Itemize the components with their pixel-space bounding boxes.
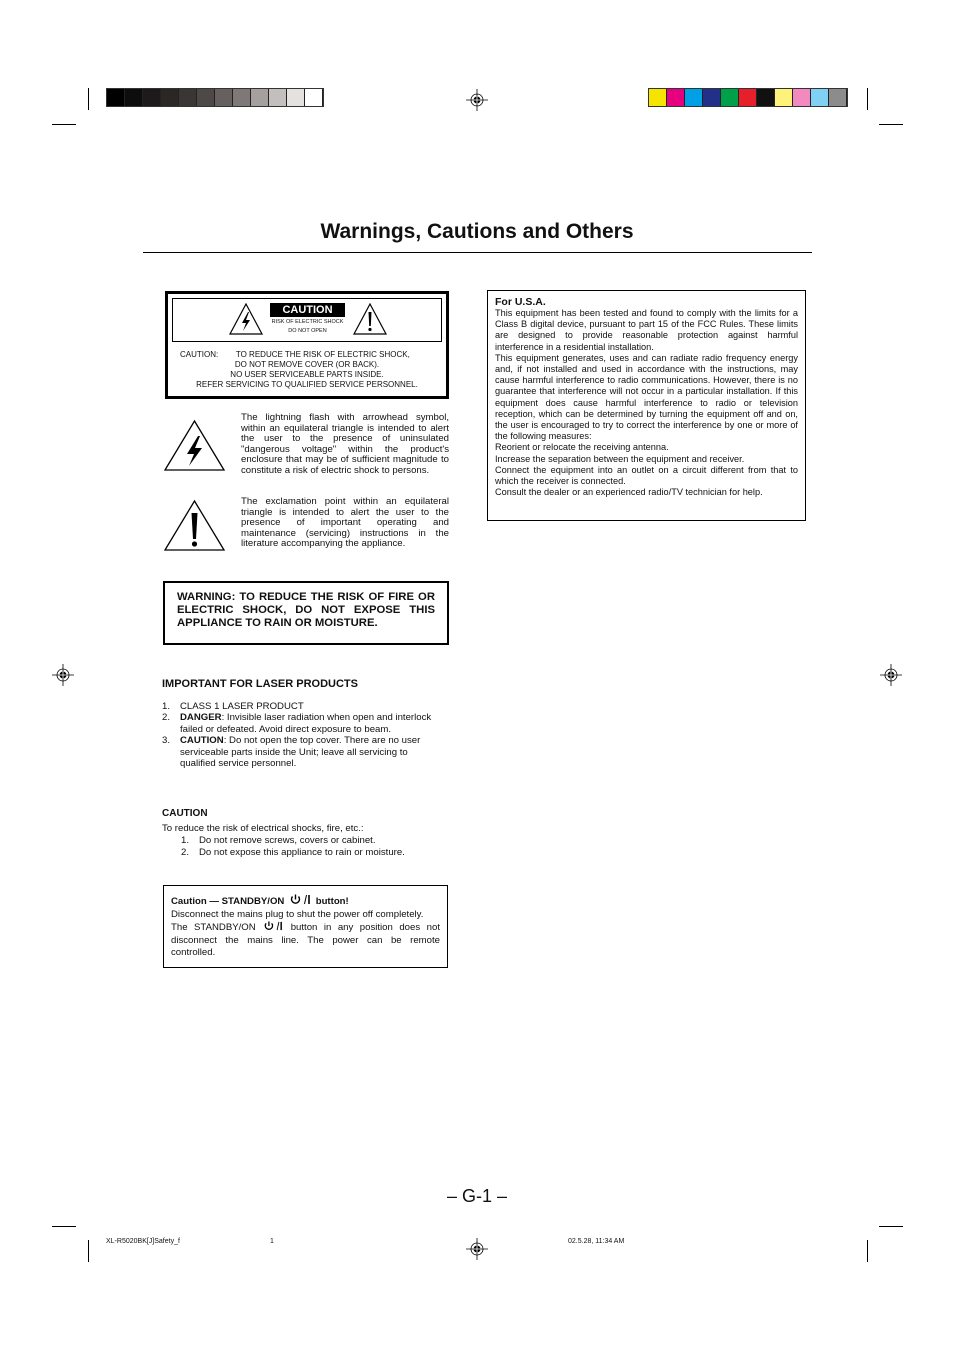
color-swatch	[667, 89, 685, 106]
list-item	[162, 835, 452, 846]
caution-intro: To reduce the risk of electrical shocks, fire, etc.:	[162, 823, 364, 834]
standby-text: Disconnect the mains plug to shut the power off completely.	[171, 908, 424, 920]
list-bold: CAUTION	[180, 735, 224, 747]
color-swatch	[233, 89, 251, 106]
footer-filename: XL-R5020BK[J]Safety_f	[106, 1238, 180, 1245]
caution-title: CAUTION	[270, 303, 345, 317]
crop-mark	[52, 1226, 76, 1227]
standby-heading	[171, 894, 440, 909]
color-swatch	[739, 89, 757, 106]
standby-power-icon	[289, 894, 311, 905]
caution-label-box	[165, 291, 449, 399]
usa-fcc-box	[487, 290, 806, 521]
caution-small-text	[270, 318, 345, 336]
list-number: 3.	[162, 735, 171, 747]
standby-text-part: The STANDBY/ON	[171, 922, 256, 934]
usa-measure: Increase the separation between the equipment and receiver.	[495, 453, 745, 464]
registration-mark-icon	[52, 664, 74, 686]
color-swatch	[305, 89, 323, 106]
caution-line: DO NOT REMOVE COVER (OR BACK).	[234, 360, 380, 369]
lightning-triangle-icon	[229, 303, 263, 335]
standby-heading-text: Caution — STANDBY/ON	[171, 896, 285, 907]
standby-text	[171, 921, 440, 960]
list-text	[180, 735, 444, 769]
crop-mark	[52, 124, 76, 125]
color-swatch	[685, 89, 703, 106]
list-text: Do not remove screws, covers or cabinet.	[199, 835, 376, 847]
caution-small-line: DO NOT OPEN	[288, 328, 327, 334]
title-rule	[143, 252, 812, 253]
caution-small-line: RISK OF ELECTRIC SHOCK	[271, 319, 344, 325]
laser-list	[162, 701, 444, 769]
footer-page: 1	[270, 1238, 274, 1245]
usa-paragraph: This equipment has been tested and found to comply with the limits for a Class B digital device, pursuant to part 15 of the FCC Rules. These limits are designed to provide reasonable protection against harmful interference in a residential installation.	[495, 308, 798, 352]
color-swatch	[775, 89, 793, 106]
crop-mark	[88, 1240, 89, 1262]
color-swatch	[649, 89, 667, 106]
color-swatch	[179, 89, 197, 106]
list-number: 1.	[181, 835, 190, 847]
caution-label-text	[172, 350, 442, 390]
gray-calibration-bar	[106, 88, 324, 107]
registration-mark-icon	[466, 89, 488, 111]
color-swatch	[287, 89, 305, 106]
crop-mark	[867, 88, 868, 110]
exclamation-symbol-text: The exclamation point within an equilateral triangle is intended to alert the user to the presence of important operating and maintenance (servicing) instructions in the literature accompanying the appliance.	[241, 496, 449, 550]
list-text	[180, 712, 444, 735]
caution-line: NO USER SERVICEABLE PARTS INSIDE.	[230, 370, 384, 379]
color-calibration-bar	[648, 88, 848, 107]
exclamation-triangle-icon	[163, 499, 226, 552]
list-number: 2.	[181, 846, 190, 858]
color-swatch	[251, 89, 269, 106]
standby-heading-text: button!	[315, 896, 349, 907]
list-body: : Invisible laser radiation when open and interlock failed or defeated. Avoid direct exposure to beam.	[180, 712, 432, 735]
color-swatch	[197, 89, 215, 106]
list-item	[162, 701, 444, 712]
registration-mark-icon	[466, 1238, 488, 1260]
color-swatch	[757, 89, 775, 106]
usa-measure: Consult the dealer or an experienced radio/TV technician for help.	[495, 487, 763, 498]
usa-paragraph: This equipment generates, uses and can radiate radio frequency energy and, if not installed and used in accordance with the instructions, may cause harmful interference to radio communications. However, there is no guarantee that interference will not occur in a particular installation. If this equipment does cause harmful interference to radio or television reception, which can be determined by turning the equipment off and on, the user is encouraged to try to correct the interference by one or more of the following measures:	[495, 352, 798, 442]
caution-heading: CAUTION	[162, 808, 208, 819]
list-number: 1.	[162, 701, 171, 712]
color-swatch	[215, 89, 233, 106]
caution-label-header	[172, 298, 442, 342]
color-swatch	[161, 89, 179, 106]
color-swatch	[143, 89, 161, 106]
crop-mark	[879, 1226, 903, 1227]
lightning-triangle-icon	[163, 419, 226, 472]
list-text: CLASS 1 LASER PRODUCT	[180, 701, 304, 712]
crop-mark	[879, 124, 903, 125]
color-swatch	[107, 89, 125, 106]
color-swatch	[125, 89, 143, 106]
color-swatch	[829, 89, 847, 106]
color-swatch	[703, 89, 721, 106]
exclamation-triangle-icon	[353, 303, 387, 335]
usa-measure: Reorient or relocate the receiving antenna.	[495, 442, 669, 453]
list-item	[162, 735, 444, 769]
warning-box: WARNING: TO REDUCE THE RISK OF FIRE OR ELECTRIC SHOCK, DO NOT EXPOSE THIS APPLIANCE TO RAIN OR MOISTURE.	[163, 581, 449, 645]
registration-mark-icon	[880, 664, 902, 686]
list-body: : Do not open the top cover. There are no user serviceable parts inside the Unit; leave all servicing to qualified service personnel.	[180, 735, 421, 770]
caution-line: CAUTION: TO REDUCE THE RISK OF ELECTRIC SHOCK,	[180, 350, 410, 359]
color-swatch	[269, 89, 287, 106]
list-bold: DANGER	[180, 712, 222, 724]
page-number: – G-1 –	[446, 1186, 508, 1206]
footer-timestamp: 02.5.28, 11:34 AM	[568, 1238, 625, 1245]
crop-mark	[867, 1240, 868, 1262]
list-text: Do not expose this appliance to rain or moisture.	[199, 846, 405, 858]
crop-mark	[88, 88, 89, 110]
color-swatch	[793, 89, 811, 106]
standby-text-part: button in any position does not disconnect the mains line. The power can be remote controlled.	[171, 922, 440, 959]
list-number: 2.	[162, 712, 171, 724]
list-item	[162, 712, 444, 735]
lightning-symbol-text: The lightning flash with arrowhead symbol, within an equilateral triangle is intended to alert the user to the presence of uninsulated "dangerous voltage" within the product's enclosure that may be of sufficient magnitude to constitute a risk of electric shock to persons.	[241, 412, 449, 476]
caution-line: REFER SERVICING TO QUALIFIED SERVICE PERSONNEL.	[196, 380, 418, 389]
color-swatch	[811, 89, 829, 106]
color-swatch	[721, 89, 739, 106]
caution-section	[162, 823, 452, 858]
laser-heading: IMPORTANT FOR LASER PRODUCTS	[162, 678, 358, 690]
usa-heading: For U.S.A.	[495, 296, 546, 308]
page-title: Warnings, Cautions and Others	[320, 220, 634, 243]
standby-caution-box	[163, 885, 448, 968]
list-item	[162, 847, 452, 858]
standby-power-icon	[263, 921, 283, 931]
usa-measure: Connect the equipment into an outlet on a circuit different from that to which the receiver is connected.	[495, 464, 798, 487]
